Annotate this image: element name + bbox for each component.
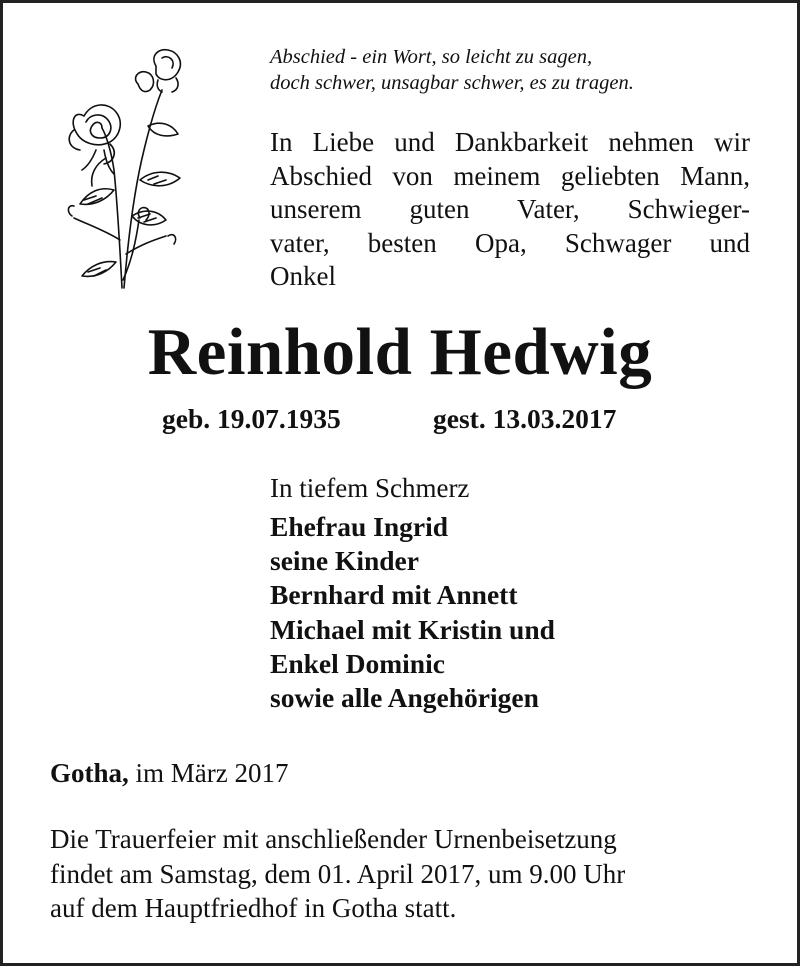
farewell-motto: [270, 44, 780, 96]
intro-line: Abschied von meinem geliebten Mann,: [270, 160, 750, 191]
mourner-entry: sowie alle Angehörigen: [270, 682, 539, 714]
mourner-entry: Bernhard mit Annett: [270, 579, 518, 611]
intro-line: vater, besten Opa, Schwager und: [270, 227, 750, 258]
death-date: gest. 13.03.2017: [433, 403, 617, 434]
motto-line: doch schwer, unsagbar schwer, es zu tragen.: [270, 72, 634, 94]
intro-line: unserem guten Vater, Schwieger-: [270, 194, 750, 224]
intro-line: In Liebe und Dankbarkeit nehmen wir: [270, 127, 750, 157]
grief-line: In tiefem Schmerz: [270, 473, 470, 503]
birth-date: geb. 19.07.1935: [162, 403, 341, 434]
mourner-entry: Enkel Dominic: [270, 647, 445, 679]
funeral-notice: [50, 822, 625, 926]
place-date: im März 2017: [128, 758, 289, 788]
funeral-line: auf dem Hauptfriedhof in Gotha statt.: [50, 893, 457, 923]
place-city: Gotha,: [50, 758, 129, 788]
motto-line: Abschied - ein Wort, so leicht zu sagen,: [270, 46, 593, 68]
intro-text: [270, 126, 750, 294]
rose-flower-icon: [44, 40, 202, 292]
deceased-name: Reinhold Hedwig: [147, 315, 653, 389]
mourner-entry: seine Kinder: [270, 545, 419, 577]
place-and-date: [50, 756, 289, 790]
mourner-entry: Ehefrau Ingrid: [270, 511, 449, 542]
mourners-list: [270, 510, 555, 715]
intro-line: Onkel: [270, 261, 336, 291]
mourner-entry: Michael mit Kristin und: [270, 613, 555, 645]
funeral-line: Die Trauerfeier mit anschließender Urnenbeisetzung: [50, 824, 617, 854]
funeral-line: findet am Samstag, dem 01. April 2017, um 9.00 Uhr: [50, 858, 626, 889]
